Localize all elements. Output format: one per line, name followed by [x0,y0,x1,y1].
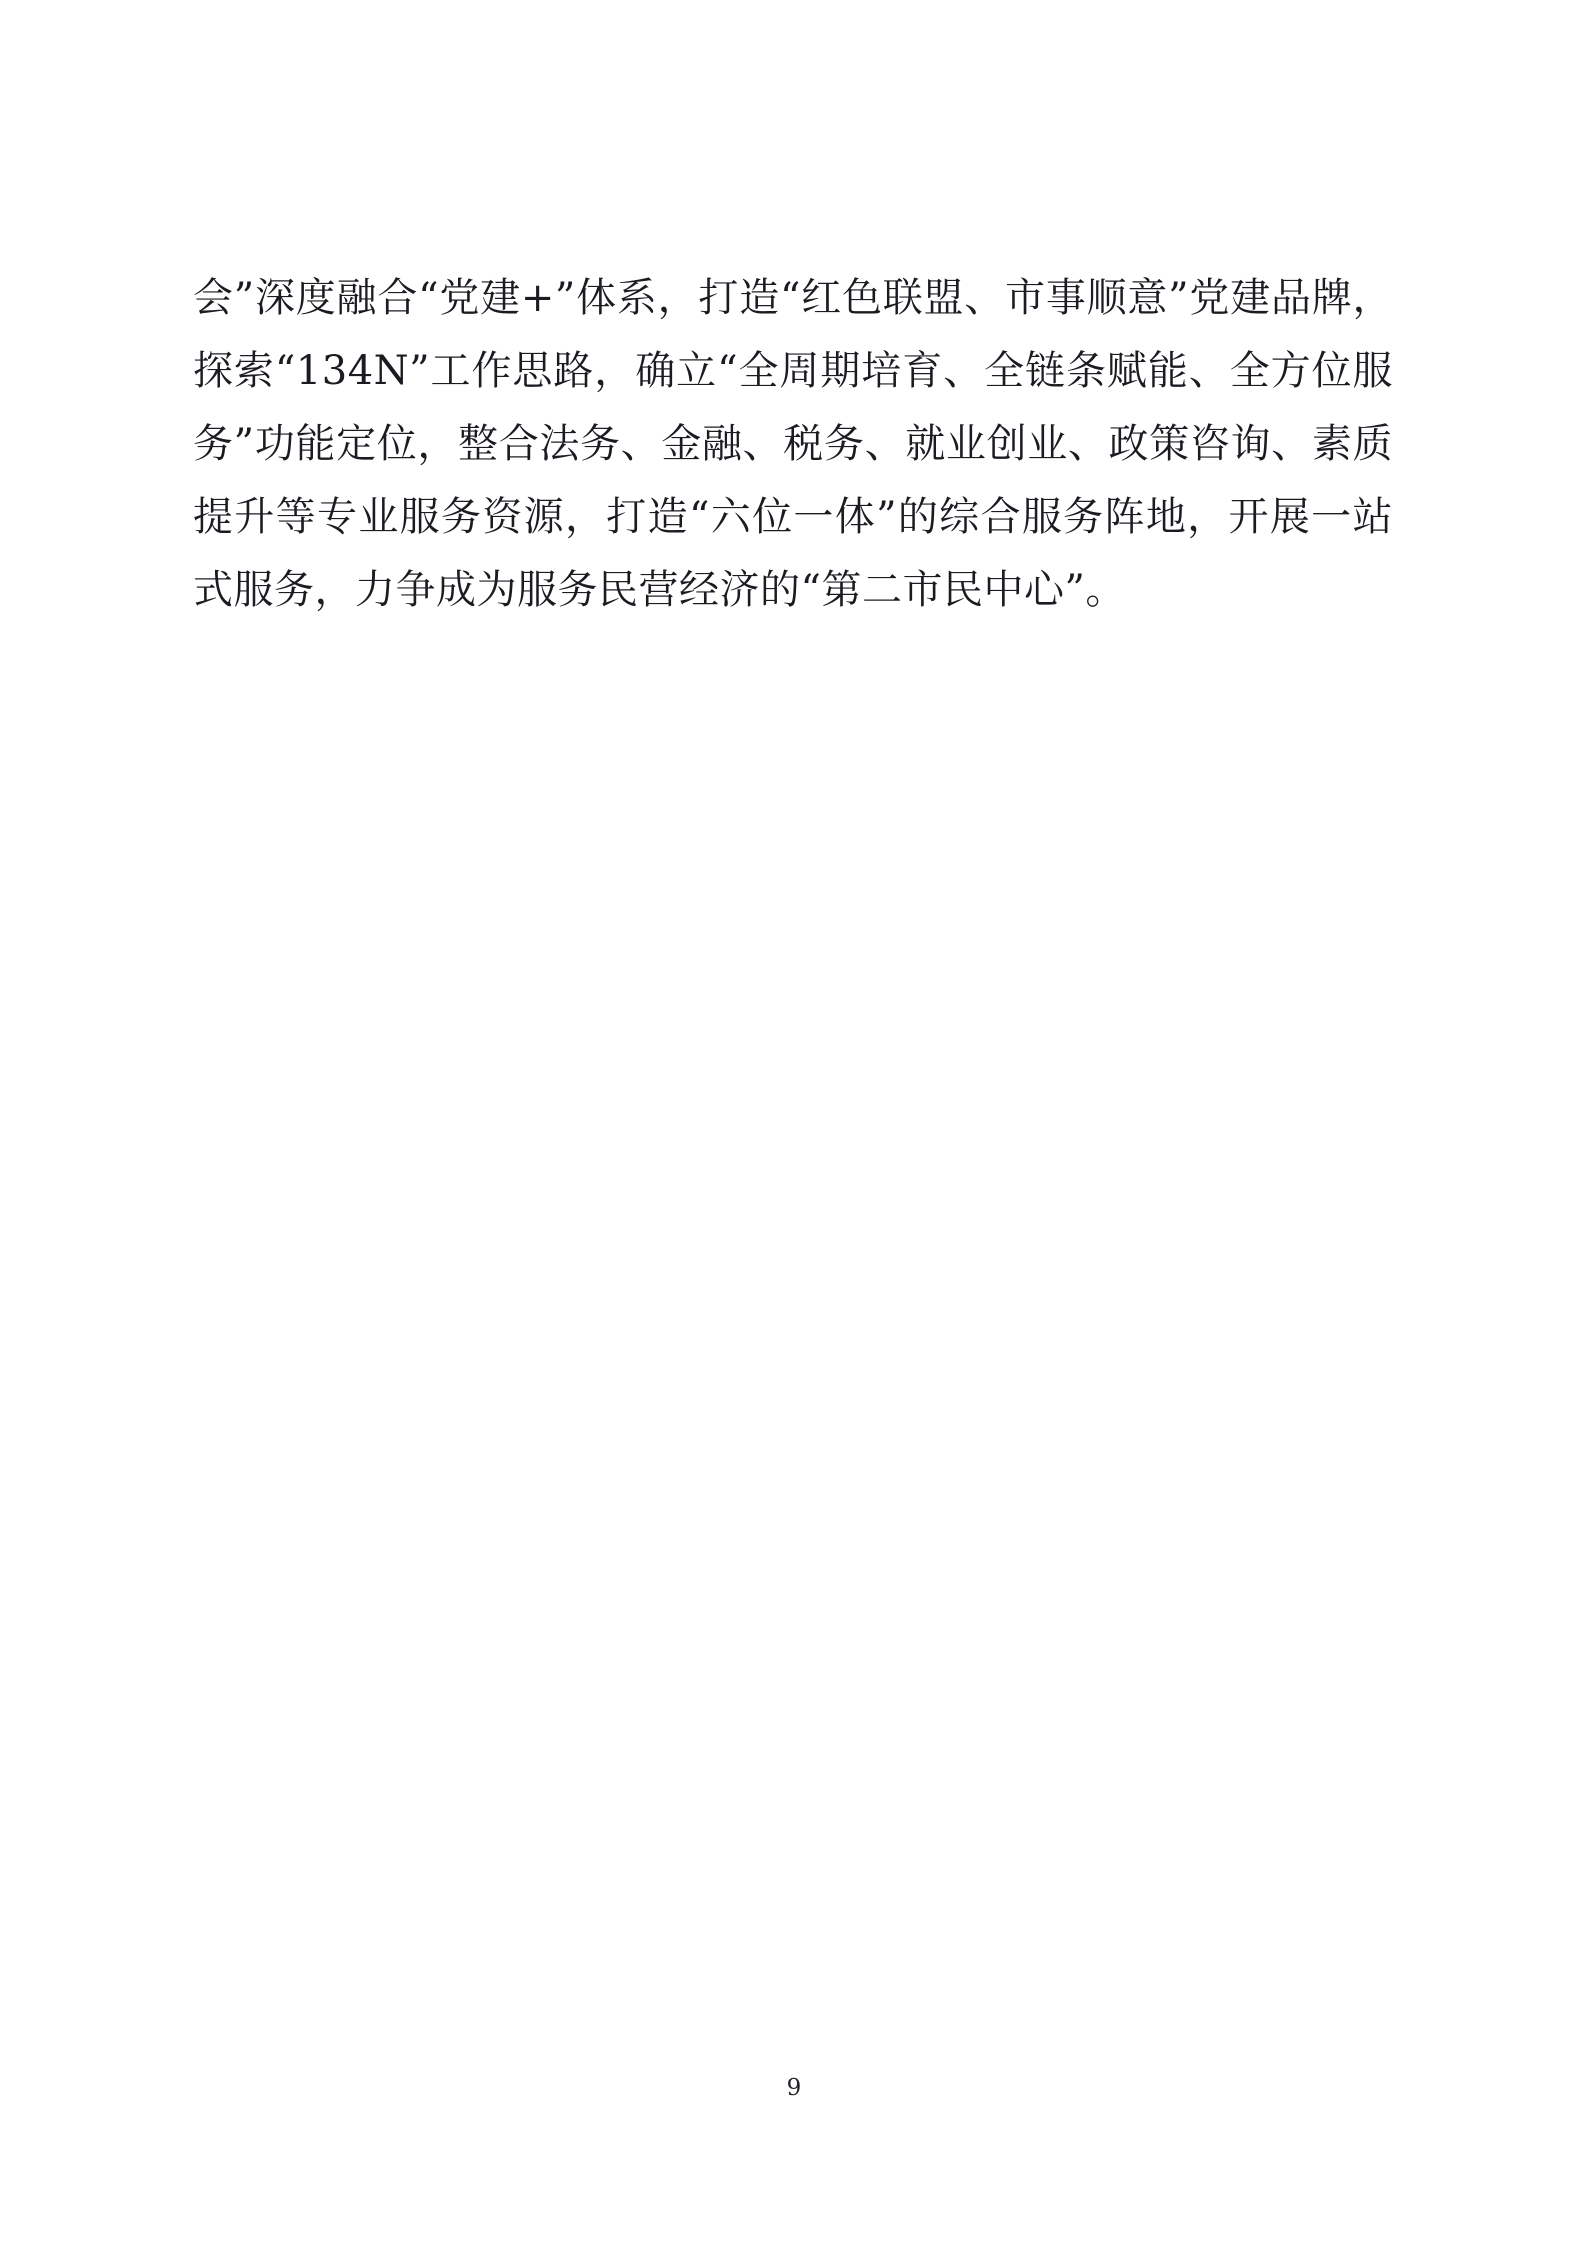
body-paragraph: 会”深度融合“党建+”体系，打造“红色联盟、市事顺意”党建品牌，探索“134N”工作思路，确立“全周期培育、全链条赋能、全方位服务”功能定位，整合法务、金融、税务、就业创业、政策咨询、素质提升等专业服务资源，打造“六位一体”的综合服务阵地，开展一站式服务，力争成为服务民营经济的“第二市民中心”。 [193,275,1393,613]
page-number: 9 [786,2075,802,2101]
